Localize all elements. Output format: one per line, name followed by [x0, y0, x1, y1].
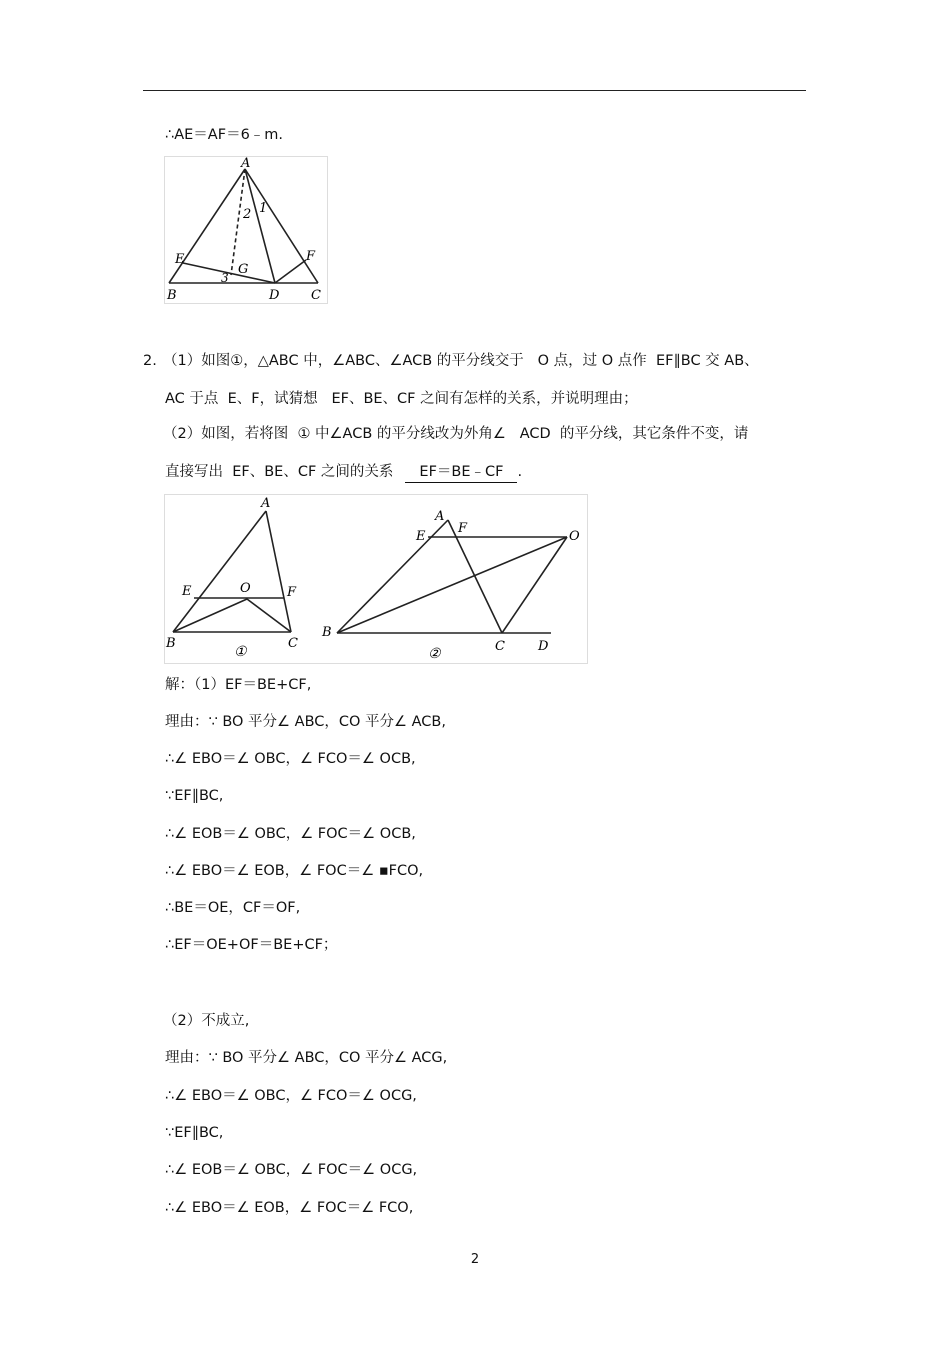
solution1-line: ∴BE＝OE，CF＝OF,: [165, 900, 301, 916]
solution1-line: ∴∠ EOB＝∠ OBC，∠ FOC＝∠ OCB,: [165, 826, 416, 842]
fig2-right-label-e: E: [416, 529, 426, 544]
figure-triangle-adf: [164, 156, 328, 304]
problem-part2-prefix: 直接写出 EF、BE、CF 之间的关系: [165, 464, 394, 480]
solution1-line: ∴EF＝OE+OF＝BE+CF；: [165, 937, 338, 953]
fig1-label-f: F: [306, 249, 316, 264]
problem-number: 2.: [143, 353, 157, 369]
fig2-left-label-o: O: [240, 581, 251, 596]
fig1-label-2: 2: [243, 207, 252, 222]
fig1-label-d: D: [269, 288, 280, 303]
fig2-right-label-f: F: [458, 521, 468, 536]
problem-part1-line2: AC 于点 E、F，试猜想 EF、BE、CF 之间有怎样的关系，并说明理由；: [165, 391, 638, 407]
fig2-right-label-o: O: [569, 529, 580, 544]
fig2-left-label-f: F: [287, 585, 297, 600]
fig2-left-label-e: E: [182, 584, 192, 599]
fig1-label-a: A: [241, 157, 251, 171]
header-rule: [143, 90, 806, 91]
fig1-label-e: E: [175, 252, 185, 267]
solution1-line: ∴∠ EBO＝∠ EOB，∠ FOC＝∠ ▪FCO,: [165, 863, 424, 879]
fig2-right-label-d: D: [538, 639, 549, 654]
fig2-left-label-b: B: [166, 636, 176, 651]
fig2-right-label-c: C: [495, 639, 505, 654]
fig1-label-1: 1: [259, 201, 268, 216]
solution2-line: ∴∠ EBO＝∠ OBC，∠ FCO＝∠ OCG,: [165, 1088, 417, 1104]
answer-suffix: .: [517, 464, 523, 480]
fig2-left-label-a: A: [261, 496, 271, 511]
fig2-right-label-b: B: [322, 625, 332, 640]
fig1-label-3: 3: [221, 271, 229, 285]
solution2-line: ∴∠ EBO＝∠ EOB，∠ FOC＝∠ FCO,: [165, 1200, 414, 1216]
page-number: 2: [470, 1252, 480, 1267]
fig1-label-b: B: [167, 288, 177, 303]
fig1-label-g: G: [238, 262, 249, 277]
solution2-line: ∵EF∥BC,: [165, 1125, 224, 1141]
problem-part2-line1: （2）如图，若将图 ① 中∠ACB 的平分线改为外角∠ ACD 的平分线，其它条件不变，请: [163, 426, 749, 442]
fig2-right-caption: ②: [428, 646, 441, 662]
answer-blank: EF＝BE﹣CF: [405, 462, 517, 483]
solution1-line: 解：（1）EF＝BE+CF,: [165, 677, 312, 693]
solution2-line: ∴∠ EOB＝∠ OBC，∠ FOC＝∠ OCG,: [165, 1162, 418, 1178]
conclusion-line: ∴AE＝AF＝6﹣m.: [165, 127, 284, 143]
solution2-line: （2）不成立,: [163, 1013, 250, 1029]
solution1-line: 理由：∵ BO 平分∠ ABC，CO 平分∠ ACB,: [165, 714, 446, 730]
figure-pair: [164, 494, 588, 664]
fig2-left-caption: ①: [234, 644, 247, 660]
solution1-line: ∵EF∥BC,: [165, 788, 224, 804]
solution2-line: 理由：∵ BO 平分∠ ABC，CO 平分∠ ACG,: [165, 1050, 448, 1066]
fig2-left-label-c: C: [288, 636, 298, 651]
problem-part2-line2: [165, 462, 522, 483]
problem-part1-line1: （1）如图①，△ABC 中，∠ABC、∠ACB 的平分线交于 O 点，过 O 点作 EF∥BC 交 AB、: [163, 353, 759, 369]
fig1-label-c: C: [311, 288, 321, 303]
fig2-right-label-a: A: [435, 509, 445, 524]
solution1-line: ∴∠ EBO＝∠ OBC，∠ FCO＝∠ OCB,: [165, 751, 416, 767]
